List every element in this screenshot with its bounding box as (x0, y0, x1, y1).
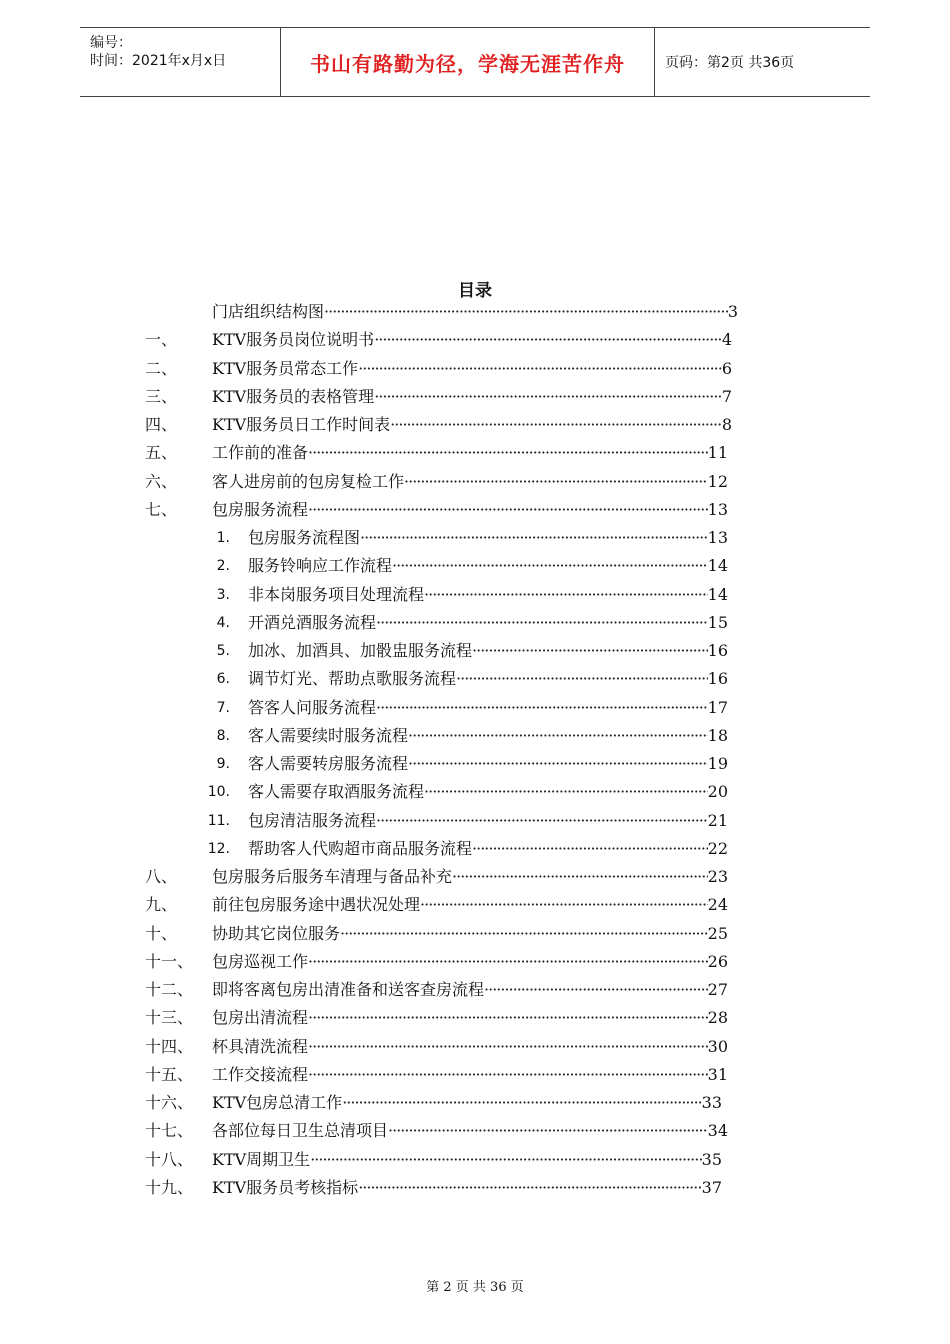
toc-item-label: KTV服务员常态工作 (212, 358, 359, 378)
toc-entry[interactable] (212, 500, 728, 520)
toc-entry[interactable] (248, 726, 728, 746)
toc-entry[interactable] (212, 867, 728, 887)
toc-item-label: 客人需要存取酒服务流程 (248, 782, 425, 802)
toc-subitem-number: 10. (207, 784, 230, 801)
toc-item-page: 24 (707, 895, 728, 915)
toc-item-label: 客人进房前的包房复检工作 (212, 471, 405, 491)
toc-subitem-number: 2. (216, 558, 230, 575)
toc-leader-dots (308, 1065, 708, 1085)
toc-item-page: 14 (707, 556, 728, 576)
toc-leader-dots (408, 754, 708, 774)
toc-item-number: 十、 (145, 923, 178, 943)
toc-item-page: 34 (707, 1121, 728, 1141)
toc-entry[interactable] (212, 443, 728, 463)
toc-entry[interactable] (248, 669, 728, 689)
toc-subitem-number: 4. (216, 614, 230, 631)
toc-item-label: 包房服务后服务车清理与备品补充 (212, 867, 453, 886)
toc-leader-dots (374, 387, 722, 407)
toc-title: 目录 (458, 281, 492, 301)
toc-entry[interactable] (212, 415, 732, 435)
toc-item-label: 包房出清流程 (212, 1008, 309, 1028)
toc-item-page: 27 (707, 980, 728, 999)
toc-item-page: 22 (707, 838, 728, 858)
toc-subitem-number: 12. (207, 840, 230, 857)
toc-item-label: KTV周期卫生 (212, 1149, 311, 1169)
toc-item-page: 6 (721, 358, 732, 378)
toc-item-number: 十二、 (145, 980, 194, 999)
toc-item-page: 37 (701, 1177, 722, 1197)
toc-item-number: 三、 (145, 386, 178, 406)
toc-item-label: 包房服务流程图 (248, 528, 361, 547)
toc-entry[interactable] (212, 895, 728, 915)
toc-item-label: 前往包房服务途中遇状况处理 (212, 895, 421, 915)
time-label: 时间：2021年x月x日 (90, 53, 227, 69)
toc-entry[interactable] (212, 980, 728, 1000)
toc-entry[interactable] (212, 1178, 722, 1198)
toc-item-label: KTV服务员的表格管理 (212, 386, 375, 406)
toc-leader-dots (342, 1093, 701, 1113)
toc-entry[interactable] (248, 528, 728, 548)
toc-item-number: 六、 (145, 471, 178, 491)
toc-item-page: 14 (707, 584, 728, 604)
toc-item-label: KTV服务员岗位说明书 (212, 330, 375, 350)
toc-item-label: 开酒兑酒服务流程 (248, 612, 377, 632)
toc-entry[interactable] (212, 924, 728, 944)
toc-item-label: KTV包房总清工作 (212, 1093, 343, 1112)
toc-leader-dots (456, 669, 708, 689)
toc-item-page: 3 (727, 302, 738, 321)
toc-leader-dots (484, 980, 708, 1000)
toc-entry[interactable] (212, 1150, 722, 1170)
toc-item-number: 五、 (145, 443, 178, 463)
toc-item-page: 16 (707, 641, 728, 660)
toc-item-number: 四、 (145, 415, 178, 434)
toc-leader-dots (424, 782, 708, 802)
toc-entry[interactable] (212, 472, 728, 492)
toc-item-page: 19 (707, 754, 728, 773)
toc-entry[interactable] (212, 1121, 728, 1141)
toc-entry[interactable] (248, 782, 728, 802)
toc-item-page: 28 (707, 1008, 728, 1028)
toc-item-number: 十九、 (145, 1177, 194, 1197)
toc-item-page: 31 (707, 1064, 728, 1084)
toc-leader-dots (472, 641, 708, 661)
toc-subitem-number: 6. (216, 671, 230, 688)
toc-entry[interactable] (212, 359, 732, 379)
toc-item-label: 杯具清洗流程 (212, 1036, 309, 1056)
toc-leader-dots (324, 302, 728, 322)
toc-item-label: 工作交接流程 (212, 1064, 309, 1084)
toc-leader-dots (408, 726, 708, 746)
toc-item-label: 调节灯光、帮助点歌服务流程 (248, 669, 457, 689)
toc-entry[interactable] (212, 1065, 728, 1085)
toc-entry[interactable] (248, 811, 728, 831)
toc-subitem-number: 8. (216, 727, 230, 744)
toc-item-page: 17 (707, 697, 728, 717)
toc-item-label: 协助其它岗位服务 (212, 923, 341, 943)
toc-item-label: 各部位每日卫生总清项目 (212, 1121, 389, 1141)
toc-leader-dots (358, 359, 722, 379)
toc-leader-dots (472, 839, 708, 859)
toc-entry[interactable] (248, 585, 728, 605)
toc-leader-dots (420, 895, 708, 915)
toc-item-page: 12 (707, 471, 728, 491)
toc-entry[interactable] (212, 1037, 728, 1057)
toc-leader-dots (340, 924, 708, 944)
toc-subitem-number: 9. (216, 756, 230, 772)
toc-item-page: 8 (721, 415, 732, 434)
toc-entry[interactable] (248, 839, 728, 859)
toc-item-page: 4 (721, 330, 732, 350)
toc-item-page: 20 (707, 782, 728, 802)
toc-leader-dots (310, 1150, 701, 1170)
toc-item-number: 十七、 (145, 1121, 194, 1141)
toc-item-number: 十四、 (145, 1036, 194, 1056)
toc-item-label: 门店组织结构图 (212, 302, 325, 321)
toc-subitem-number: 5. (216, 643, 230, 659)
toc-item-label: 客人需要续时服务流程 (248, 725, 409, 745)
toc-entry[interactable] (212, 387, 732, 407)
toc-item-page: 26 (707, 951, 728, 971)
toc-item-page: 7 (721, 386, 732, 406)
toc-item-number: 九、 (145, 895, 178, 915)
toc-leader-dots (424, 585, 708, 605)
toc-entry[interactable] (212, 1008, 728, 1028)
toc-leader-dots (388, 1121, 708, 1141)
toc-leader-dots (452, 867, 708, 887)
toc-item-label: 非本岗服务项目处理流程 (248, 584, 425, 604)
toc-item-label: 客人需要转房服务流程 (248, 754, 409, 773)
toc-subitem-number: 1. (216, 530, 230, 546)
toc-subitem-number: 3. (216, 586, 230, 603)
toc-leader-dots (360, 528, 708, 548)
toc-item-label: 帮助客人代购超市商品服务流程 (248, 838, 473, 858)
toc-item-label: 即将客离包房出清准备和送客查房流程 (212, 980, 485, 999)
toc-item-page: 16 (707, 669, 728, 689)
toc-leader-dots (374, 330, 722, 350)
toc-item-page: 35 (701, 1149, 722, 1169)
number-label: 编号： (90, 35, 132, 51)
toc-leader-dots (376, 613, 708, 633)
toc-leader-dots (358, 1178, 701, 1198)
toc-entry[interactable] (248, 754, 728, 774)
header-page-info: 页码：第2页 共36页 (665, 55, 795, 71)
toc-entry[interactable] (248, 641, 728, 661)
toc-entry[interactable] (212, 952, 728, 972)
toc-item-label: 包房服务流程 (212, 499, 309, 519)
toc-leader-dots (308, 1008, 708, 1028)
toc-item-page: 13 (707, 528, 728, 547)
toc-item-label: 包房清洁服务流程 (248, 810, 377, 830)
toc-leader-dots (308, 952, 708, 972)
page-header (80, 27, 870, 97)
toc-item-page: 33 (701, 1093, 722, 1112)
toc-leader-dots (308, 1037, 708, 1057)
toc-item-number: 七、 (145, 499, 178, 519)
toc-leader-dots (308, 500, 708, 520)
toc-item-page: 30 (707, 1036, 728, 1056)
toc-item-page: 23 (707, 867, 728, 886)
toc-leader-dots (404, 472, 708, 492)
toc-item-label: 答客人问服务流程 (248, 697, 377, 717)
toc-item-page: 18 (707, 725, 728, 745)
toc-item-label: KTV服务员日工作时间表 (212, 415, 391, 434)
toc-item-label: 服务铃响应工作流程 (248, 556, 393, 576)
toc-entry[interactable] (212, 330, 732, 350)
toc-item-page: 21 (707, 810, 728, 830)
toc-leader-dots (392, 556, 708, 576)
toc-entry[interactable] (248, 556, 728, 576)
toc-item-number: 十八、 (145, 1149, 194, 1169)
toc-leader-dots (376, 811, 708, 831)
toc-leader-dots (308, 443, 708, 463)
toc-item-page: 11 (707, 443, 728, 463)
toc-subitem-number: 11. (207, 812, 230, 829)
toc-item-number: 一、 (145, 330, 178, 350)
header-meta (80, 28, 281, 96)
toc-item-label: KTV服务员考核指标 (212, 1177, 359, 1197)
toc-item-number: 十一、 (145, 951, 194, 971)
toc-item-page: 15 (707, 612, 728, 632)
toc-item-page: 13 (707, 499, 728, 519)
toc-item-number: 八、 (145, 867, 178, 886)
toc-item-page: 25 (707, 923, 728, 943)
toc-leader-dots (376, 698, 708, 718)
toc-entry[interactable] (212, 1093, 722, 1113)
toc-item-label: 包房巡视工作 (212, 951, 309, 971)
toc-item-number: 二、 (145, 358, 178, 378)
toc-leader-dots (390, 415, 722, 435)
toc-item-label: 加冰、加酒具、加骰盅服务流程 (248, 641, 473, 660)
toc-item-number: 十六、 (145, 1093, 194, 1112)
toc-item-number: 十五、 (145, 1064, 194, 1084)
toc-entry[interactable] (248, 613, 728, 633)
toc-item-number: 十三、 (145, 1008, 194, 1028)
header-motto: 书山有路勤为径，学海无涯苦作舟 (281, 28, 655, 96)
toc-entry[interactable] (248, 698, 728, 718)
toc-subitem-number: 7. (216, 699, 230, 716)
toc-entry[interactable] (212, 302, 738, 322)
toc-item-label: 工作前的准备 (212, 443, 309, 463)
page-footer: 第 2 页 共 36 页 (426, 1280, 524, 1295)
